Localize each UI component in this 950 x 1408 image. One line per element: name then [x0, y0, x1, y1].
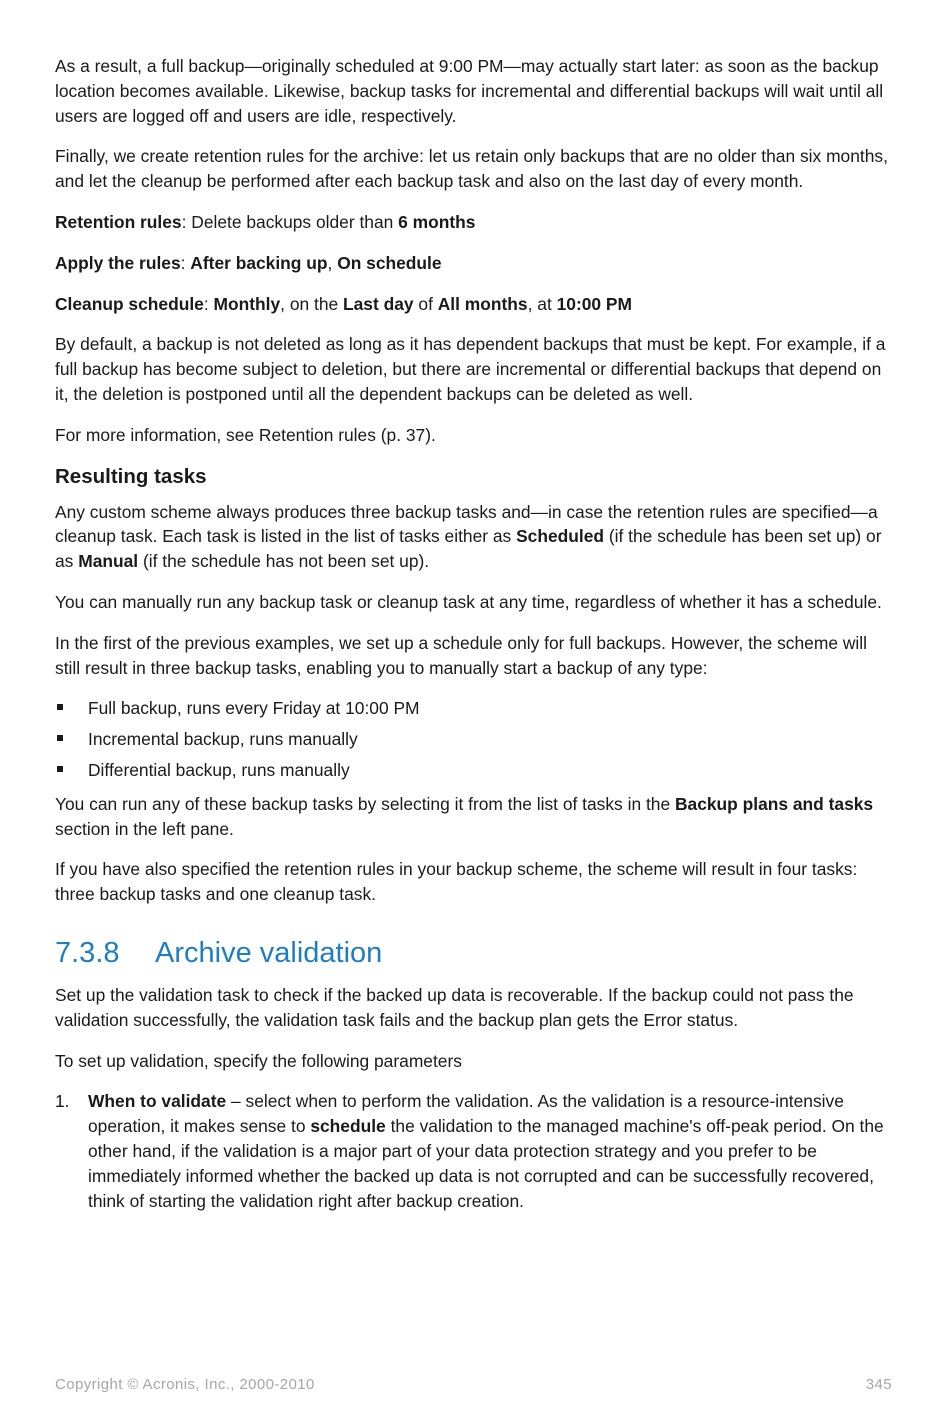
cleanup-schedule-line: Cleanup schedule: Monthly, on the Last day of All months, at 10:00 PM	[55, 293, 633, 314]
list-item: Full backup, runs every Friday at 10:00 PM	[55, 696, 895, 721]
paragraph-examples: In the first of the previous examples, we set up a schedule only for full backups. However, the scheme will still result in three backup tasks, enabling you to manually start a backup of any type:	[55, 632, 867, 678]
step-number: 1.	[55, 1091, 70, 1112]
paragraph-default-deletion: By default, a backup is not deleted as long as it has dependent backups that must be kept. For example, if a full backup has become subject to deletion, but there are incremental or differential backups that depend on it, the deletion is postponed until all the dependent backups can be deleted as well.	[55, 334, 886, 404]
retention-rules-line: Retention rules: Delete backups older than 6 months	[55, 211, 476, 232]
section-title: Archive validation	[155, 936, 383, 969]
retention-rules-label: Retention rules	[55, 211, 182, 232]
paragraph-four-tasks: If you have also specified the retention rules in your backup scheme, the scheme will result in four tasks: three backup tasks and one cleanup task.	[55, 859, 858, 905]
list-item: Differential backup, runs manually	[55, 758, 895, 783]
apply-rules-line: Apply the rules: After backing up, On schedule	[55, 252, 442, 273]
task-bullet-list	[55, 696, 895, 782]
list-item: Incremental backup, runs manually	[55, 727, 895, 752]
cleanup-schedule-label: Cleanup schedule	[55, 293, 204, 314]
section-heading-resulting-tasks: Resulting tasks	[55, 464, 207, 488]
paragraph-run-tasks: You can run any of these backup tasks by selecting it from the list of tasks in the Backup plans and tasks section in the left pane.	[55, 793, 874, 839]
copyright-text: Copyright © Acronis, Inc., 2000-2010	[55, 1376, 315, 1393]
page-number: 345	[865, 1376, 892, 1393]
paragraph-retention-intro: Finally, we create retention rules for the archive: let us retain only backups that are no older than six months, and let the cleanup be performed after each backup task and also on the last day of every month.	[55, 146, 888, 192]
bullet-square-icon	[57, 766, 63, 772]
paragraph-backup-delay: As a result, a full backup—originally scheduled at 9:00 PM—may actually start later: as soon as the backup location becomes available. Likewise, backup tasks for incremental and differential backups will wait until all users are logged off and users are idle, respectively.	[55, 56, 884, 126]
page-footer	[55, 1376, 892, 1393]
section-heading-archive-validation	[55, 935, 895, 971]
paragraph-more-info: For more information, see Retention rules (p. 37).	[55, 424, 436, 445]
paragraph-manual-run: You can manually run any backup task or cleanup task at any time, regardless of whether it has a schedule.	[55, 591, 882, 612]
validation-steps-list	[55, 1089, 895, 1213]
list-item: 1. When to validate – select when to perform the validation. As the validation is a resource-intensive operation, it makes sense to schedule the validation to the managed machine's off-peak period. On the other hand, if the validation is a major part of your data protection strategy and you prefer to be immediately informed whether the backed up data is not corrupted and can be successfully recovered, think of starting the validation right after backup creation.	[55, 1091, 884, 1211]
document-page	[55, 54, 895, 1213]
section-number: 7.3.8	[55, 936, 120, 969]
bullet-square-icon	[57, 704, 63, 710]
paragraph-custom-scheme: Any custom scheme always produces three backup tasks and—in case the retention rules are specified—a cleanup task. Each task is listed in the list of tasks either as Scheduled (if the schedule has been set up) or as Manual (if the schedule has not been set up).	[55, 501, 882, 572]
paragraph-validation-params: To set up validation, specify the following parameters	[55, 1050, 462, 1071]
apply-rules-label: Apply the rules	[55, 252, 181, 273]
paragraph-validation-intro: Set up the validation task to check if the backed up data is recoverable. If the backup could not pass the validation successfully, the validation task fails and the backup plan gets the Error status.	[55, 984, 854, 1030]
retention-rules-value: 6 months	[398, 211, 476, 232]
bullet-square-icon	[57, 735, 63, 741]
